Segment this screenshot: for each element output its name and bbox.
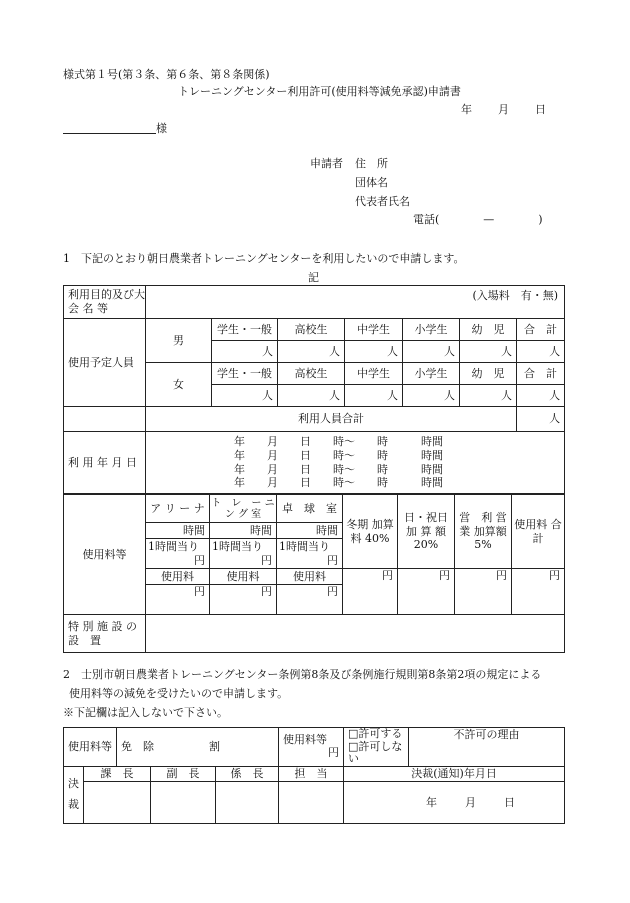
fee-amount-cell[interactable]: 円	[277, 585, 343, 615]
exemption-field[interactable]: 免 除 割	[117, 728, 279, 767]
facility-training-room: ト レ ー ニ ン グ 室	[210, 495, 277, 523]
per-hour-cell[interactable]	[277, 539, 343, 569]
fee-amount-label: 使用料等	[283, 733, 328, 747]
male-count-cell[interactable]: 人	[212, 341, 278, 363]
purpose-label: 利用目的及び大 会 名 等	[64, 286, 146, 319]
fee-total-amount[interactable]: 円	[512, 569, 565, 615]
female-count-cell[interactable]: 人	[212, 385, 278, 407]
fee-sub-label: 使用料	[210, 569, 277, 585]
per-hour-yen: 円	[327, 553, 338, 567]
special-facility-label: 特 別 施 設 の 設 置	[64, 615, 146, 653]
per-hour-label: 1時間当り	[148, 540, 199, 554]
hours-cell[interactable]: 時間	[277, 523, 343, 539]
decision-date-field[interactable]	[344, 781, 565, 823]
entry-fee-field[interactable]: (入場料 有・無)	[146, 286, 565, 319]
role-header: 課 長	[84, 766, 151, 781]
rejection-reason-label: 不許可の理由	[453, 728, 520, 741]
category-header: 中学生	[345, 363, 403, 385]
usage-date-row: 年 月 日 時～ 時 時間	[234, 462, 443, 476]
per-hour-cell[interactable]	[210, 539, 277, 569]
fee-total-label: 使用料 合 計	[512, 495, 565, 569]
category-header: 高校生	[278, 319, 345, 341]
male-count-cell[interactable]: 人	[517, 341, 565, 363]
category-header: 学生・一般	[212, 363, 278, 385]
application-date	[461, 104, 546, 115]
category-header: 合 計	[517, 363, 565, 385]
winter-surcharge: 冬期 加算料 40%	[343, 495, 398, 569]
per-hour-label: 1時間当り	[212, 540, 263, 554]
male-count-cell[interactable]: 人	[345, 341, 403, 363]
usage-date-label: 利 用 年 月 日	[64, 432, 146, 494]
category-header: 高校生	[278, 363, 345, 385]
category-header: 合 計	[517, 319, 565, 341]
female-count-cell[interactable]: 人	[403, 385, 460, 407]
usage-date-row: 年 月 日 時～ 時 時間	[234, 435, 443, 448]
not-permit-checkbox[interactable]: □許可しない	[348, 739, 403, 766]
planned-persons-label-cont	[64, 407, 146, 432]
decision-date-year: 年	[426, 795, 438, 809]
group-name-label: 団体名	[355, 176, 388, 189]
ki-label: 記	[308, 271, 319, 284]
fee-table	[63, 494, 573, 653]
usage-date-rows[interactable]	[146, 432, 565, 494]
category-header: 小学生	[403, 319, 460, 341]
fee-sub-label: 使用料	[277, 569, 343, 585]
per-hour-label: 1時間当り	[279, 540, 330, 554]
male-count-cell[interactable]: 人	[403, 341, 460, 363]
fee-label: 使用料等	[64, 495, 146, 615]
hours-cell[interactable]: 時間	[146, 523, 210, 539]
seal-box-staff[interactable]	[279, 781, 344, 823]
fee-amount-cell[interactable]: 円	[210, 585, 277, 615]
permit-checkbox[interactable]: □許可する	[348, 727, 403, 740]
total-persons-cell[interactable]: 人	[517, 407, 565, 432]
date-month: 月	[498, 103, 509, 116]
form-number: 様式第１号(第３条、第６条、第８条関係)	[63, 68, 270, 81]
holiday-amount[interactable]: 円	[398, 569, 455, 615]
male-label: 男	[146, 319, 212, 363]
office-fee-label: 使用料等	[64, 728, 117, 767]
applicant-label: 申請者	[310, 157, 343, 170]
commercial-amount[interactable]: 円	[455, 569, 512, 615]
phone-label: 電話( — )	[413, 213, 543, 226]
usage-date-row: 年 月 日 時～ 時 時間	[234, 476, 443, 490]
permit-options[interactable]	[344, 728, 409, 767]
fee-amount-cell[interactable]: 円	[146, 585, 210, 615]
decision-date-day: 日	[504, 795, 516, 809]
date-day: 日	[535, 103, 546, 116]
winter-amount[interactable]: 円	[343, 569, 398, 615]
seal-box-chief[interactable]	[84, 781, 151, 823]
hours-cell[interactable]: 時間	[210, 523, 277, 539]
role-header: 係 長	[216, 766, 279, 781]
per-hour-cell[interactable]	[146, 539, 210, 569]
holiday-surcharge: 日・祝日 加 算 額 20%	[398, 495, 455, 569]
representative-label: 代表者氏名	[355, 195, 410, 208]
per-hour-yen: 円	[261, 553, 272, 567]
role-header: 副 長	[151, 766, 216, 781]
category-header: 幼 児	[460, 319, 517, 341]
decision-date-month: 月	[465, 795, 477, 809]
category-header: 小学生	[403, 363, 460, 385]
female-label: 女	[146, 363, 212, 407]
category-header: 学生・一般	[212, 319, 278, 341]
decision-label: 決 裁	[64, 766, 84, 823]
category-header: 幼 児	[460, 363, 517, 385]
female-count-cell[interactable]: 人	[278, 385, 345, 407]
address-label: 住 所	[355, 157, 388, 170]
female-count-cell[interactable]: 人	[345, 385, 403, 407]
special-facility-field[interactable]	[146, 615, 565, 653]
per-hour-yen: 円	[194, 553, 205, 567]
section2-text: 2 士別市朝日農業者トレーニングセンター条例第8条及び条例施行規則第8条第2項の規定による	[63, 668, 542, 681]
female-count-cell[interactable]: 人	[460, 385, 517, 407]
male-count-cell[interactable]: 人	[278, 341, 345, 363]
application-table	[63, 285, 565, 494]
fee-amount-yen: 円	[328, 745, 340, 759]
section2-text-cont: 使用料等の減免を受けたいので申請します。	[69, 687, 289, 700]
decision-date-label: 決裁(通知)年月日	[344, 766, 565, 781]
category-header: 中学生	[345, 319, 403, 341]
addressee-line	[63, 122, 167, 134]
rejection-reason-field[interactable]	[409, 728, 565, 767]
section1-text: 1 下記のとおり朝日農業者トレーニングセンターを利用したいので申請します。	[63, 252, 465, 265]
seal-box-deputy[interactable]	[151, 781, 216, 823]
role-header: 担 当	[279, 766, 344, 781]
seal-box-section[interactable]	[216, 781, 279, 823]
document-title: トレーニングセンター利用許可(使用料等減免承認)申請書	[178, 85, 461, 98]
addressee-suffix: 様	[156, 122, 167, 135]
usage-date-row: 年 月 日 時～ 時 時間	[234, 448, 443, 462]
female-count-cell[interactable]: 人	[517, 385, 565, 407]
planned-persons-label: 使用予定人員	[64, 319, 146, 407]
office-use-note: ※下記欄は記入しないで下さい。	[63, 706, 228, 719]
facility-table-tennis: 卓 球 室	[277, 495, 343, 523]
fee-amount-field[interactable]	[279, 728, 344, 767]
office-table	[63, 727, 565, 824]
date-year: 年	[461, 103, 472, 116]
male-count-cell[interactable]: 人	[460, 341, 517, 363]
facility-arena: ア リ ー ナ	[146, 495, 210, 523]
addressee-blank	[63, 122, 156, 134]
total-persons-label: 利用人員合計	[146, 407, 517, 432]
fee-sub-label: 使用料	[146, 569, 210, 585]
commercial-surcharge: 営 利 営 業 加算額 5%	[455, 495, 512, 569]
